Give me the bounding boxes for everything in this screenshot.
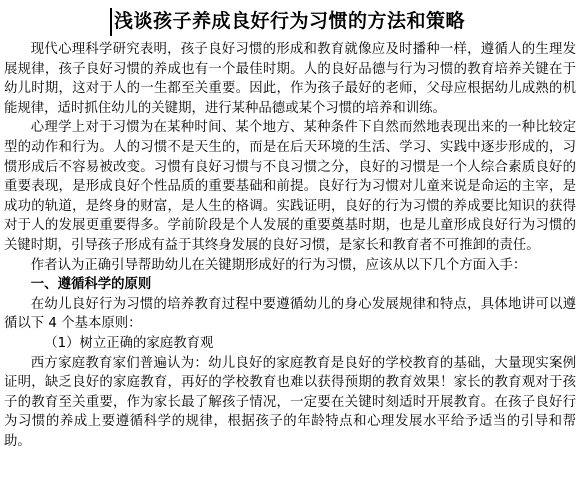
section-heading: 一、遵循科学的原则 xyxy=(30,277,152,293)
paragraph-approach: 作者认为正确引导帮助幼儿在关键期形成好的行为习惯，应该从以下几个方面入手： xyxy=(30,257,527,273)
paragraph-psychology: 心理学上对于习惯为在某种时间、某个地方、某种条件下自然而然地表现出来的一种比较定型的动作和行为。人的习惯不是天生的，而是在后天环境的生活、学习、实践中逐步形成的，习惯形成后不容易被改变。习惯有良好习惯与不良习惯之分，良好的习惯是一个人综合素质良好的重要表现，是形成良好个性品质的重要基础和前提。良好行为习惯对儿童来说是命运的主宰，是成功的轨道，是终身的财富，是人生的格调。实践证明，良好的行为习惯的养成要比知识的获得对于人的发展更重要得多。学前阶段是个人发展的重要奠基时期，也是儿童形成良好行为习惯的关键时期，引导孩子形成有益于其终身发展的良好习惯，是家长和教育者不可推卸的责任。 xyxy=(4,120,576,253)
text-cursor xyxy=(110,8,112,36)
sub-heading: （1）树立正确的家庭教育观 xyxy=(44,335,214,351)
document-body xyxy=(4,40,576,451)
paragraph-family-education: 西方家庭教育家们普遍认为：幼儿良好的家庭教育是良好的学校教育的基础，大量现实案例证明，缺乏良好的家庭教育，再好的学校教育也难以获得预期的教育效果！家长的教育观对于孩子的教育至关重要，作为家长最了解孩子情况，一定要在关键时刻适时开展教育。在孩子良好行为习惯的养成上要遵循科学的规律，根据孩子的年龄特点和心理发展水平给予适当的引导和帮助。 xyxy=(4,355,576,449)
document-title: 浅谈孩子养成良好行为习惯的方法和策略 xyxy=(114,10,466,32)
paragraph-intro: 现代心理科学研究表明，孩子良好习惯的形成和教育就像应及时播种一样，遵循人的生理发展规律，孩子良好习惯的养成也有一个最佳时期。人的良好品德与行为习惯的教育培养关键在于幼儿时期，这对于人的一生都至关重要。因此，作为孩子最好的老师，父母应根据幼儿成熟的机能规律，适时抓住幼儿的关键期，进行某种品德或某个习惯的培养和训练。 xyxy=(4,42,576,116)
paragraph-principles: 在幼儿良好行为习惯的培养教育过程中要遵循幼儿的身心发展规律和特点，具体地讲可以遵循以下 4 个基本原则： xyxy=(4,296,576,332)
